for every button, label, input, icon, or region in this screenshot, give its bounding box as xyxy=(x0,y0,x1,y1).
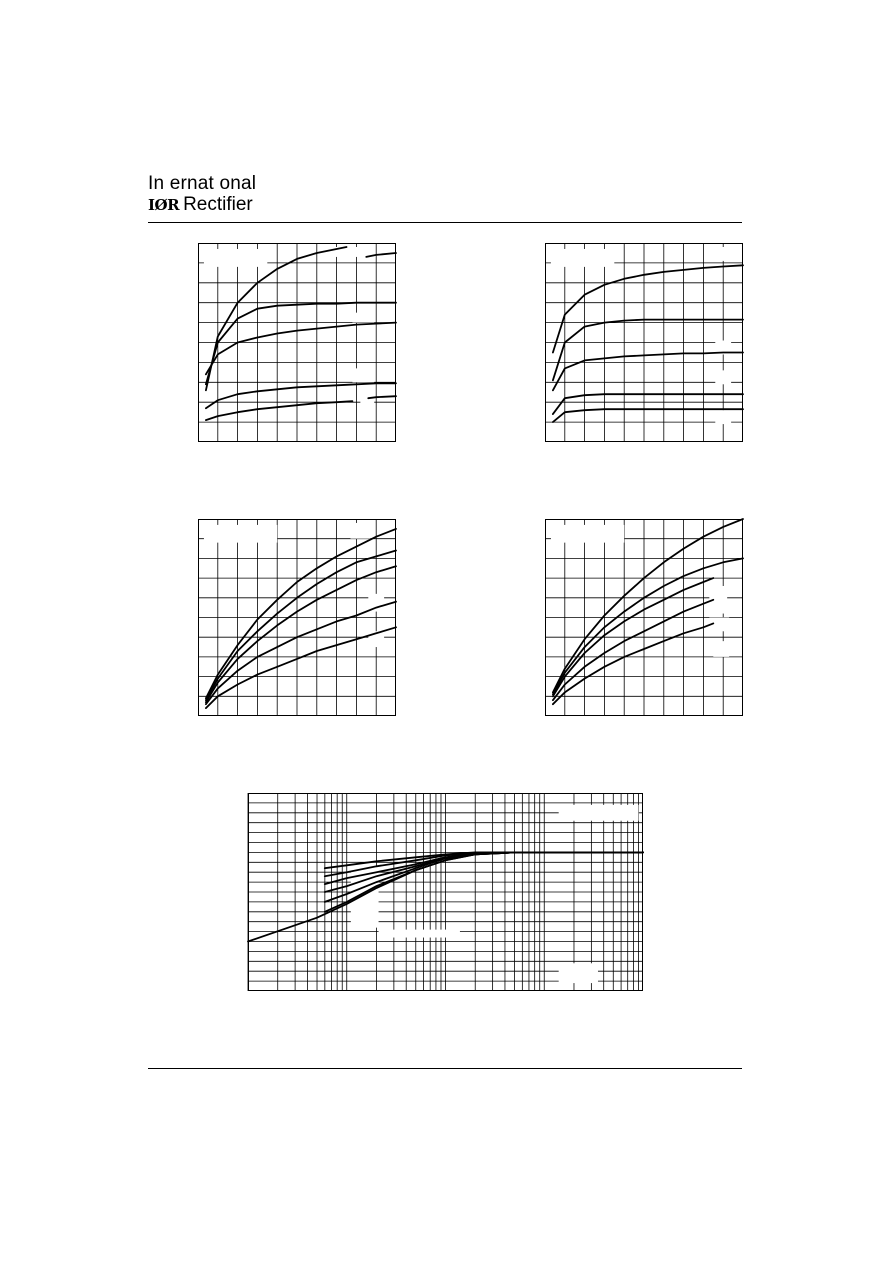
chart-1-series-2 xyxy=(366,253,396,257)
footer-rule xyxy=(148,1068,742,1069)
chart-1-series-4 xyxy=(206,323,396,375)
chart-2 xyxy=(545,243,743,442)
chart-2-series-1 xyxy=(553,265,743,352)
chart-1-grid xyxy=(198,243,396,442)
chart-2-label-mask-1 xyxy=(715,247,731,261)
chart-2-series-2 xyxy=(553,320,743,381)
chart-3-series-3 xyxy=(206,566,396,702)
chart-1 xyxy=(198,243,396,442)
chart-5-label-mask-0 xyxy=(559,805,639,821)
chart-1-label-mask-3 xyxy=(352,368,374,382)
chart-2-series-5 xyxy=(553,409,743,422)
company-logo xyxy=(148,174,256,216)
chart-4-label-mask-3 xyxy=(713,641,729,657)
chart-3-series-2 xyxy=(206,551,396,701)
chart-2-grid xyxy=(545,243,743,442)
chart-2-series-3 xyxy=(553,353,743,391)
chart-1-label-mask-0 xyxy=(204,249,267,267)
logo-line-2-text: Rectifier xyxy=(183,194,253,215)
chart-3-label-mask-1 xyxy=(350,523,370,539)
chart-1-series-6 xyxy=(206,401,353,420)
chart-2-label-mask-4 xyxy=(715,410,731,424)
header-rule xyxy=(148,222,742,223)
chart-2-label-mask-3 xyxy=(715,370,731,384)
chart-5-label-mask-2 xyxy=(379,930,460,938)
chart-5 xyxy=(248,793,643,991)
chart-4-label-mask-0 xyxy=(551,525,624,543)
logo-brand-mark: IØR xyxy=(148,196,180,214)
chart-4-series-5 xyxy=(553,623,713,704)
chart-3-grid xyxy=(198,519,396,716)
chart-1-label-mask-2 xyxy=(352,313,374,323)
chart-1-series-1 xyxy=(206,247,347,390)
chart-5-label-mask-3 xyxy=(559,963,598,983)
chart-3-series-4 xyxy=(206,602,396,705)
chart-5-grid xyxy=(248,793,643,991)
chart-3 xyxy=(198,519,396,716)
logo-line-1: In ernat onal xyxy=(148,173,257,194)
chart-1-label-mask-4 xyxy=(360,386,374,406)
chart-4 xyxy=(545,519,743,716)
chart-3-label-mask-0 xyxy=(204,525,277,543)
chart-2-label-mask-0 xyxy=(551,249,614,267)
logo-line-2 xyxy=(148,194,256,216)
